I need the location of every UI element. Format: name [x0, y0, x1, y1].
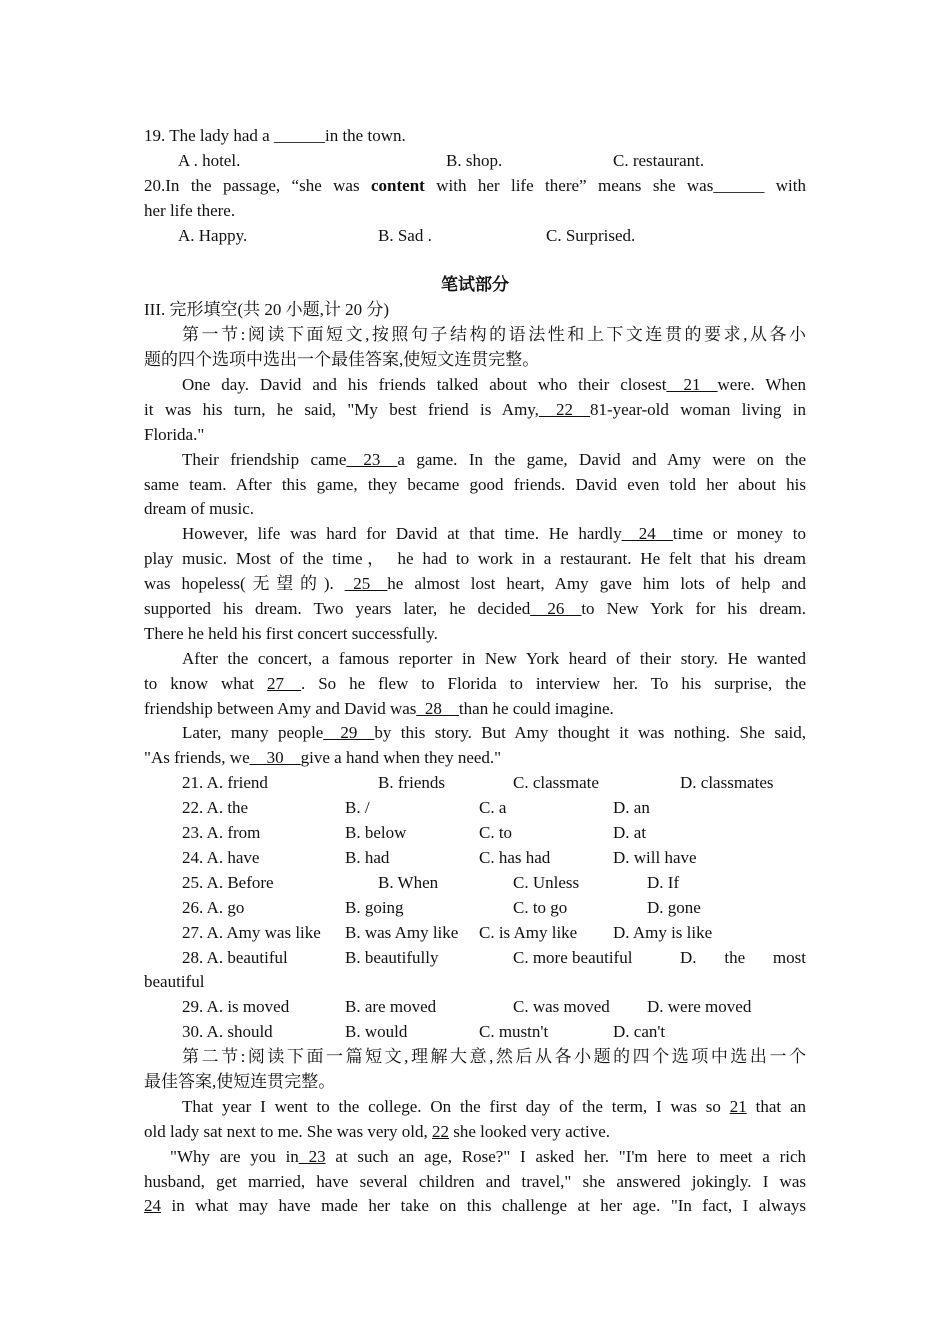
passage-2-line: dream of music.	[144, 499, 254, 519]
question-20-options	[144, 224, 806, 249]
passage-6-line: That year I went to the college. On the first day of the term, I was so 21 that an	[182, 1096, 806, 1116]
option-a: A . hotel.	[178, 150, 241, 170]
passage-7-line: "Why are you in 23 at such an age, Rose?" I asked her. "I'm here to meet a rich	[170, 1146, 807, 1166]
passage-2-line: Their friendship came__23__a game. In the game, David and Amy were on the	[182, 449, 806, 469]
passage-7-line: 24 in what may have made her take on this challenge at her age. "In fact, I always	[144, 1196, 806, 1216]
section-1-instructions-2: 题的四个选项中选出一个最佳答案,使短文连贯完整。	[144, 350, 540, 370]
passage-3-line: play music. Most of the time， he had to work in a restaurant. He felt that his dream	[144, 549, 806, 569]
part-3-title: III. 完形填空(共 20 小题,计 20 分)	[144, 300, 390, 320]
options-29: 29. A. is moved B. are moved C. was moved D. were moved	[182, 997, 752, 1017]
passage-3-line: However, life was hard for David at that time. He hardly__24__time or money to	[182, 524, 806, 544]
passage-2-line: same team. After this game, they became good friends. David even told her about his	[144, 474, 806, 494]
question-20-line2: her life there.	[144, 200, 236, 220]
document-page	[144, 124, 806, 1219]
option-c: C. Surprised.	[546, 225, 636, 245]
options-26: 26. A. go B. going C. to go D. gone	[182, 897, 701, 917]
passage-1-line: Florida."	[144, 424, 205, 444]
passage-4-line: to know what 27__. So he flew to Florida to interview her. To his surprise, the	[144, 673, 807, 693]
options-27: 27. A. Amy was like B. was Amy like C. is Amy like D. Amy is like	[182, 922, 713, 942]
question-19: 19. The lady had a ______in the town.	[144, 126, 406, 145]
option-c: C. restaurant.	[613, 150, 705, 170]
passage-3-line: was hopeless(无望的). _25__he almost lost heart, Amy gave him lots of help and	[144, 574, 806, 594]
passage-1-line: it was his turn, he said, "My best friend is Amy,__22__81-year-old woman living in	[144, 399, 806, 419]
options-28: 28. A. beautiful B. beautifully C. more beautiful D. the most	[182, 947, 806, 967]
passage-3-line: supported his dream. Two years later, he decided__26__to New York for his dream.	[144, 599, 806, 619]
passage-7-line: husband, get married, have several children and travel," she answered jokingly. I was	[144, 1171, 806, 1191]
option-b: B. shop.	[446, 150, 503, 170]
options-28-cont: beautiful	[144, 972, 205, 992]
passage-4-line: After the concert, a famous reporter in New York heard of their story. He wanted	[182, 648, 806, 668]
option-b: B. Sad .	[378, 225, 432, 245]
options-23: 23. A. from B. below C. to D. at	[182, 823, 647, 843]
options-21: 21. A. friend B. friends C. classmate D. classmates	[182, 773, 774, 793]
section-title: 笔试部分	[441, 275, 509, 295]
question-20: 20.In the passage, “she was content with her life there” means she was______ with	[144, 175, 806, 195]
passage-1-line: One day. David and his friends talked about who their closest__21__were. When	[182, 375, 807, 395]
question-19-options	[144, 149, 806, 174]
options-22: 22. A. the B. / C. a D. an	[182, 798, 650, 818]
section-1-instructions: 第一节:阅读下面短文,按照句子结构的语法性和上下文连贯的要求,从各小	[182, 325, 806, 345]
options-30: 30. A. should B. would C. mustn't D. can't	[182, 1022, 666, 1042]
options-24: 24. A. have B. had C. has had D. will have	[182, 847, 697, 867]
passage-4-line: friendship between Amy and David was_28__than he could imagine.	[144, 698, 614, 718]
section-2-instructions: 第二节:阅读下面一篇短文,理解大意,然后从各小题的四个选项中选出一个	[182, 1047, 806, 1067]
options-25: 25. A. Before B. When C. Unless D. If	[182, 872, 680, 892]
passage-5-line: Later, many people__29__by this story. But Amy thought it was nothing. She said,	[182, 723, 806, 743]
passage-6-line: old lady sat next to me. She was very old, 22 she looked very active.	[144, 1121, 610, 1141]
passage-5-line: "As friends, we__30__give a hand when they need."	[144, 748, 502, 768]
option-a: A. Happy.	[178, 225, 248, 245]
section-2-instructions-2: 最佳答案,使短连贯完整。	[144, 1071, 336, 1091]
passage-3-line: There he held his first concert successfully.	[144, 623, 438, 643]
